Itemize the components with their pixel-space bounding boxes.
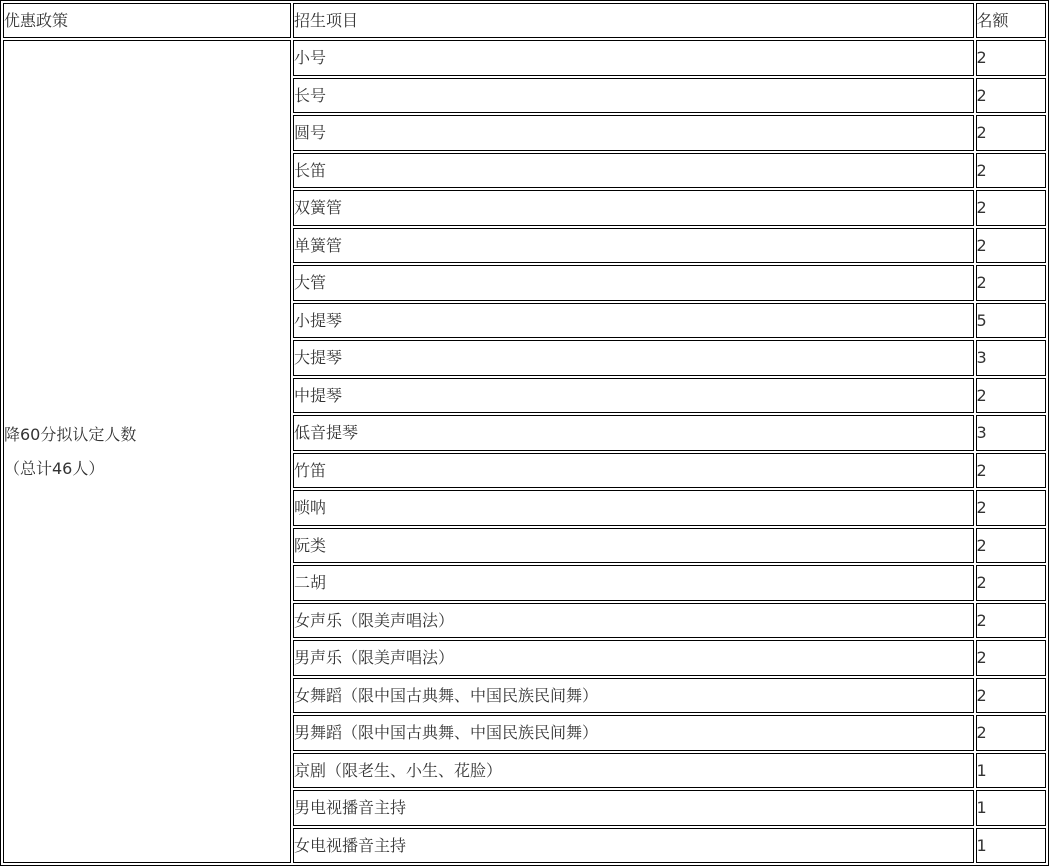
program-cell: 男舞蹈（限中国古典舞、中国民族民间舞） [293, 715, 974, 751]
quota-cell: 2 [976, 228, 1046, 264]
quota-cell: 1 [976, 790, 1046, 826]
quota-cell: 2 [976, 78, 1046, 114]
table-body [3, 40, 1046, 863]
program-cell: 单簧管 [293, 228, 974, 264]
program-cell: 小号 [293, 40, 974, 76]
program-cell: 唢呐 [293, 490, 974, 526]
quota-cell: 3 [976, 415, 1046, 451]
program-cell: 女电视播音主持 [293, 828, 974, 864]
quota-cell: 2 [976, 153, 1046, 189]
quota-cell: 1 [976, 828, 1046, 864]
program-cell: 长笛 [293, 153, 974, 189]
quota-cell: 2 [976, 565, 1046, 601]
header-quota: 名额 [976, 3, 1046, 38]
program-cell: 低音提琴 [293, 415, 974, 451]
program-cell: 女声乐（限美声唱法） [293, 603, 974, 639]
program-cell: 中提琴 [293, 378, 974, 414]
program-cell: 男声乐（限美声唱法） [293, 640, 974, 676]
quota-cell: 1 [976, 753, 1046, 789]
header-policy: 优惠政策 [3, 3, 291, 38]
quota-cell: 2 [976, 190, 1046, 226]
policy-text-line1: 降60分拟认定人数 [4, 424, 137, 444]
quota-cell: 2 [976, 715, 1046, 751]
program-cell: 京剧（限老生、小生、花脸） [293, 753, 974, 789]
quota-cell: 3 [976, 340, 1046, 376]
program-cell: 竹笛 [293, 453, 974, 489]
program-cell: 女舞蹈（限中国古典舞、中国民族民间舞） [293, 678, 974, 714]
header-row [3, 3, 1046, 38]
quota-cell: 5 [976, 303, 1046, 339]
quota-cell: 2 [976, 378, 1046, 414]
quota-cell: 2 [976, 453, 1046, 489]
quota-cell: 2 [976, 678, 1046, 714]
program-cell: 二胡 [293, 565, 974, 601]
policy-text-line2: （总计46人） [4, 458, 105, 478]
program-cell: 大管 [293, 265, 974, 301]
program-cell: 圆号 [293, 115, 974, 151]
policy-cell [3, 40, 291, 863]
quota-cell: 2 [976, 640, 1046, 676]
quota-cell: 2 [976, 265, 1046, 301]
quota-cell: 2 [976, 115, 1046, 151]
program-cell: 双簧管 [293, 190, 974, 226]
header-program: 招生项目 [293, 3, 974, 38]
program-cell: 男电视播音主持 [293, 790, 974, 826]
program-cell: 阮类 [293, 528, 974, 564]
program-cell: 大提琴 [293, 340, 974, 376]
table-row [3, 40, 1046, 76]
quota-cell: 2 [976, 40, 1046, 76]
program-cell: 长号 [293, 78, 974, 114]
program-cell: 小提琴 [293, 303, 974, 339]
quota-cell: 2 [976, 603, 1046, 639]
quota-cell: 2 [976, 528, 1046, 564]
quota-cell: 2 [976, 490, 1046, 526]
